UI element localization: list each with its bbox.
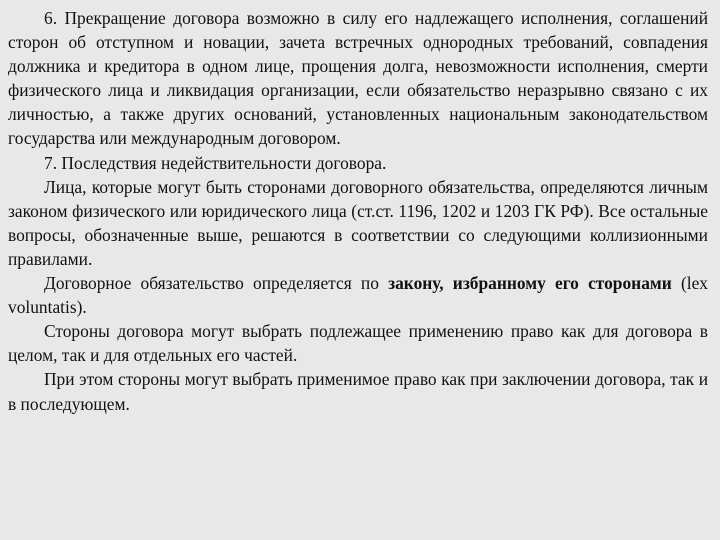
paragraph-heading-invalidity: 7. Последствия недействительности договора. bbox=[44, 152, 387, 173]
lex-text-before: Договорное обязательство определяется по bbox=[44, 273, 389, 294]
paragraph-timing-of-choice: При этом стороны могут выбрать применимое право как при заключении договора, так и в последующем. bbox=[8, 369, 708, 414]
paragraph-choice-of-law: Стороны договора могут выбрать подлежащее применению право как для договора в целом, так и для отдельных его частей. bbox=[8, 321, 708, 366]
document-body bbox=[8, 6, 708, 416]
paragraph-lex-voluntatis bbox=[8, 271, 708, 319]
lex-text-bold: закону, избранному его сторонами bbox=[388, 273, 672, 294]
paragraph-parties-law: Лица, которые могут быть сторонами договорного обязательства, определяются личным законом физического или юридического лица (ст.ст. 1196, 1202 и 1203 ГК РФ). Все остальные вопросы, обозначенные выше, решаются в соответствии со следующими коллизионными правилами. bbox=[8, 176, 708, 269]
paragraph-termination: 6. Прекращение договора возможно в силу его надлежащего исполнения, соглашений сторон об отступном и новации, зачета встречных однородных требований, совпадения должника и кредитора в одном лице, прощения долга, невозможности исполнения, смерти физического лица и ликвидация организации, если обязательство неразрывно связано с их личностью, а также других оснований, установленных национальным законодательством государства или международным договором. bbox=[8, 8, 708, 149]
lex-text-after: (lex voluntatis). bbox=[8, 273, 708, 318]
